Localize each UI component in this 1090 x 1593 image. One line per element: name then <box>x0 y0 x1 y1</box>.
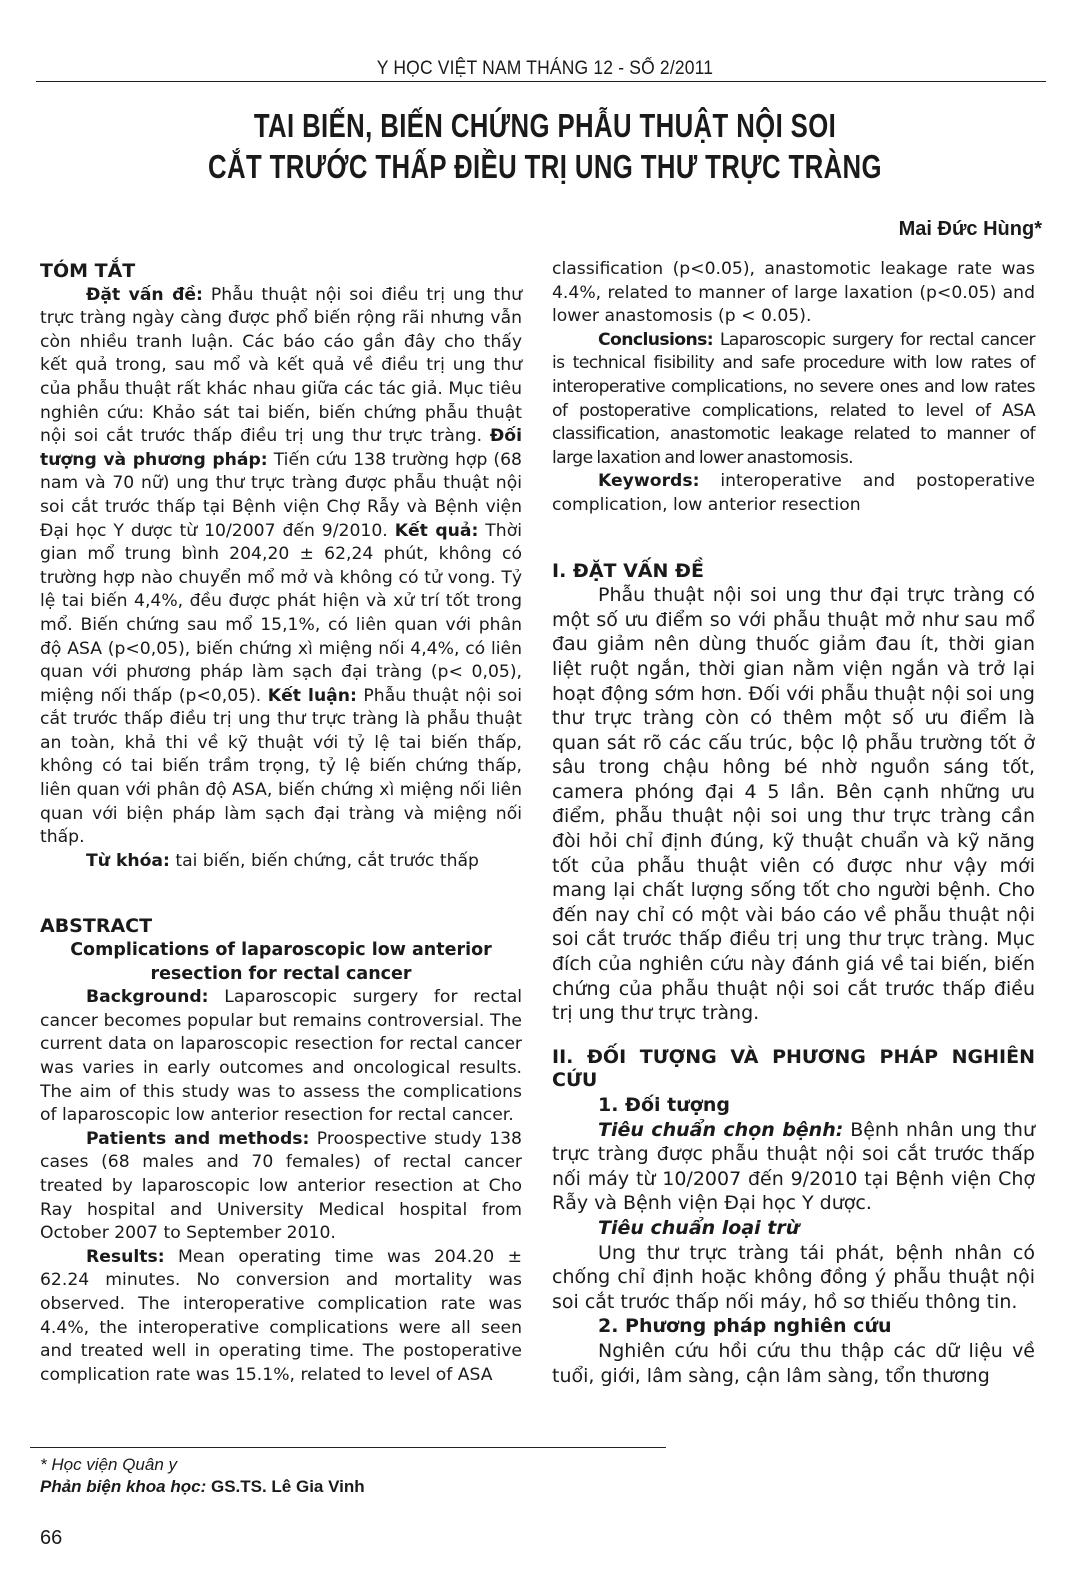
summary-conclusion-label: Kết luận: <box>267 685 357 706</box>
footnote-affiliation: * Học viện Quân y <box>40 1455 178 1474</box>
summary-methods-label: Đối tượng và phương pháp: <box>40 426 522 470</box>
summary-background-label: Đặt vấn đề: <box>86 284 203 305</box>
abstract-results-label: Results: <box>86 1246 165 1267</box>
abstract-background <box>40 986 522 1128</box>
summary-conclusion-text: Phẫu thuật nội soi cắt trước thấp điều trị ung thư trực tràng là phẫu thuật an toàn, khả thi về kỹ thuật với tỷ lệ tai biến thấp, không có tai biến trầm trọng, tỷ lệ biến chứng thấp, liên quan với phân độ ASA, biến chứng xì miệng nối liên quan với biện pháp làm sạch đại tràng và miệng nối thấp. <box>40 685 522 848</box>
abstract-methods-label: Patients and methods: <box>86 1128 310 1149</box>
summary-methods-text: Tiến cứu 138 trường hợp (68 nam và 70 nữ) ung thư trực tràng được phẫu thuật nội soi cắt trước thấp tại Bệnh viện Chợ Rẫy và Bệnh viện Đại học Y dược từ 10/2007 đến 9/2010. <box>40 449 522 541</box>
exclusion-criteria-text: Ung thư trực tràng tái phát, bệnh nhân có chống chỉ định hoặc không đồng ý phẫu thuật nội soi cắt trước thấp nối máy, hồ sơ thiếu thông tin. <box>552 1241 1035 1313</box>
abstract-background-text: Laparoscopic surgery for rectal cancer becomes popular but remains controversial. The current data on laparoscopic resection for rectal cancer was varies in early outcomes and oncological results. The aim of this study was to assess the complications of laparoscopic low anterior resection for rectal cancer. <box>40 987 522 1126</box>
right-column <box>552 258 1035 1388</box>
section-2-sub2: 2. Phương pháp nghiên cứu <box>598 1315 892 1338</box>
summary-heading: TÓM TẮT <box>40 260 136 282</box>
abstract-heading: ABSTRACT <box>40 915 153 938</box>
inclusion-criteria-label: Tiêu chuẩn chọn bệnh: <box>598 1118 844 1141</box>
section-1-heading: I. ĐẶT VẤN ĐỀ <box>552 559 704 582</box>
page-number: 66 <box>40 1527 63 1549</box>
exclusion-criteria-label: Tiêu chuẩn loại trừ <box>598 1216 800 1239</box>
summary-keywords <box>40 850 522 874</box>
abstract-methods-text: Proospective study 138 cases (68 males and 70 females) of rectal cancer treated by laparoscopic low anterior resection at Cho Ray hospital and University Medical hospital from October 2007 to September 2010. <box>40 1128 522 1244</box>
abstract-conclusions-label: Conclusions: <box>598 329 714 350</box>
abstract-methods <box>40 1128 522 1246</box>
reviewer-label: Phản biện khoa học: <box>40 1477 207 1496</box>
abstract-subtitle: Complications of laparoscopic low anterior resection for rectal cancer <box>70 940 492 984</box>
author: Mai Đức Hùng* <box>898 218 1042 240</box>
summary-keywords-text: tai biến, biến chứng, cắt trước thấp <box>169 850 479 871</box>
section-2-sub1: 1. Đối tượng <box>598 1094 730 1116</box>
running-header: Y HỌC VIỆT NAM THÁNG 12 - SỐ 2/2011 <box>376 58 714 79</box>
summary-background <box>40 284 522 850</box>
section-1-text: Phẫu thuật nội soi ung thư đại trực tràng có một số ưu điểm so với phẫu thuật mở như sau mổ đau giảm nên dùng thuốc giảm đau ít, thời gian liệt ruột ngắn, thời gian nằm viện ngắn và trở lại hoạt động sớm hơn. Đối với phẫu thuật nội soi ung thư trực tràng còn có thêm một số ưu điểm là quan sát rõ các cấu trúc, bộc lộ phẫu trường tốt ở sâu trong chậu hông bé nhờ nguồn sáng tốt, camera phóng đại 4 5 lần. Bên cạnh những ưu điểm, phẫu thuật nội soi ung thư trực tràng cần đòi hỏi chỉ định đúng, kỹ thuật chuẩn và kỹ năng tốt của phẫu thuật viên có được như vậy mới mang lại chất lượng sống tốt cho người bệnh. Cho đến nay chỉ có một vài báo cáo về phẫu thuật nội soi cắt trước thấp điều trị ung thư trực tràng. Mục đích của nghiên cứu này đánh giá về tai biến, biến chứng của phẫu thuật nội soi cắt trước thấp điều trị ung thư trực tràng. <box>552 584 1035 1025</box>
abstract-conclusions <box>552 329 1035 471</box>
abstract-keywords <box>552 470 1035 517</box>
summary-background-text: Phẫu thuật nội soi điều trị ung thư trực tràng ngày càng được phổ biến rộng rãi nhưng vẫn còn nhiều tranh luận. Các báo cáo gần đây cho thấy kết quả trong, sau mổ và kết quả về điều trị ung thư của phẫu thuật rất khác nhau giữa các tác giả. Mục tiêu nghiên cứu: Khảo sát tai biến, biến chứng phẫu thuật nội soi cắt trước thấp điều trị ung thư trực tràng. <box>40 284 522 447</box>
article-title-line-1: TAI BIẾN, BIẾN CHỨNG PHẪU THUẬT NỘI SOI <box>253 107 837 144</box>
footnote-reviewer <box>40 1477 365 1497</box>
abstract-results <box>40 1246 522 1388</box>
left-column <box>40 260 522 1387</box>
abstract-keywords-label: Keywords: <box>598 471 700 492</box>
summary-results-text: Thời gian mổ trung bình 204,20 ± 62,24 phút, không có trường hợp nào chuyển mổ mở và không có tử vong. Tỷ lệ tai biến 4,4%, đều được phát hiện và xử trí tốt trong mổ. Biến chứng sau mổ 15,1%, có liên quan với phân độ ASA (p<0,05), biến chứng xì miệng nối 4,4%, có liên quan với phương pháp làm sạch đại tràng (p< 0,05), miệng nối thấp (p<0,05). <box>40 520 522 706</box>
methods-text: Nghiên cứu hồi cứu thu thập các dữ liệu về tuổi, giới, lâm sàng, cận lâm sàng, tổn thương <box>552 1339 1035 1387</box>
summary-results-label: Kết quả: <box>394 520 479 541</box>
article-title-line-2: CẮT TRƯỚC THẤP ĐIỀU TRỊ UNG THƯ TRỰC TRÀNG <box>208 148 882 185</box>
abstract-background-label: Background: <box>86 987 209 1008</box>
footnote-rule <box>30 1447 666 1448</box>
abstract-results-text-left: Mean operating time was 204.20 ± 62.24 minutes. No conversion and mortality was observed. The interoperative complication rate was 4.4%, the interoperative complications were all seen and treated well in operating time. The postoperative complication rate was 15.1%, related to level of ASA <box>40 1246 522 1385</box>
inclusion-criteria <box>552 1118 1035 1216</box>
abstract-results-continued: classification (p<0.05), anastomotic leakage rate was 4.4%, related to manner of large laxation (p<0.05) and lower anastomosis (p < 0.05). <box>552 259 1035 327</box>
section-2-heading: II. ĐỐI TƯỢNG VÀ PHƯƠNG PHÁP NGHIÊN CỨU <box>552 1045 1035 1092</box>
summary-keywords-label: Từ khóa: <box>86 850 170 871</box>
inclusion-criteria-text: Bệnh nhân ung thư trực tràng được phẫu thuật nội soi cắt trước thấp nối máy từ 10/2007 đến 9/2010 tại Bệnh viện Chợ Rẫy và Bệnh viện Đại học Y dược. <box>552 1118 1035 1215</box>
header-rule <box>36 81 1046 82</box>
abstract-keywords-text: interoperative and postoperative complication, low anterior resection <box>552 471 1035 515</box>
reviewer-name: GS.TS. Lê Gia Vinh <box>206 1477 365 1496</box>
abstract-conclusions-text: Laparoscopic surgery for rectal cancer is technical fisibility and safe procedure with low rates of interoperative complications, no severe ones and low rates of postoperative complications, related to level of ASA classification, anastomotic leakage related to manner of large laxation and lower anastomosis. <box>552 329 1035 468</box>
